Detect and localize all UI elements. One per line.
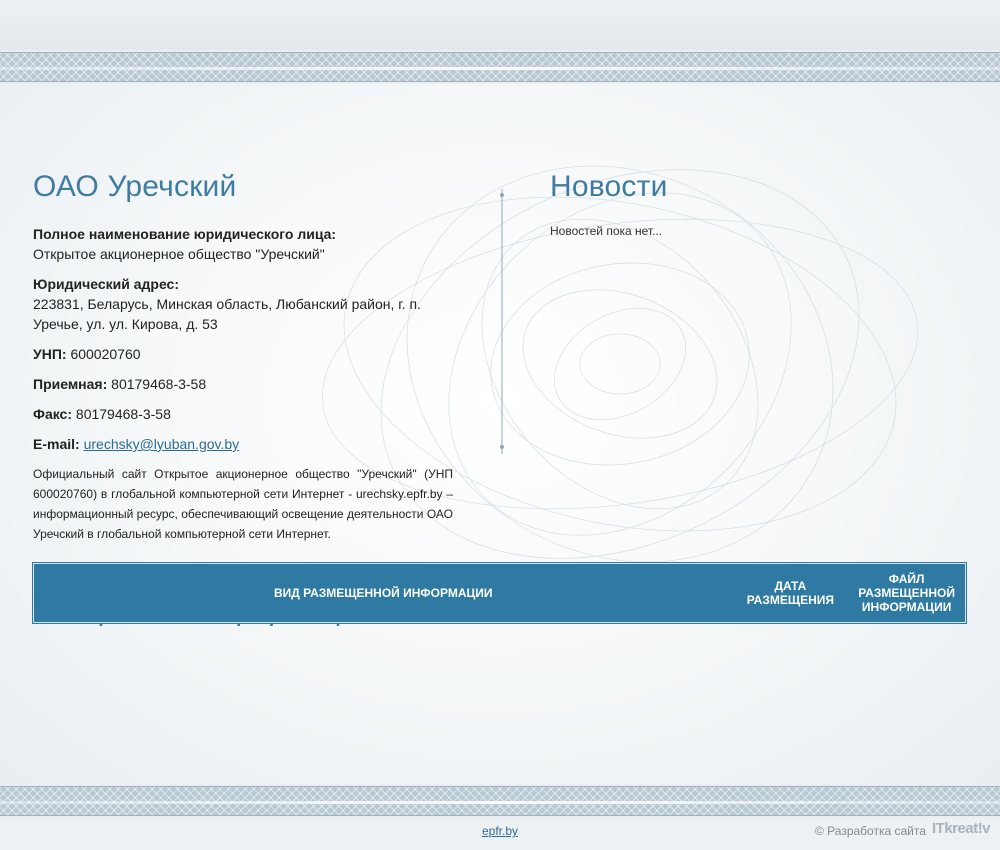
fax-block [33,404,453,424]
site-description: Официальный сайт Открытое акционерное общество "Уречский" (УНП 600020760) в глобальной компьютерной сети Интернет - urechsky.epfr.by – информационный ресурс, обеспечивающий освещение деятельности ОАО Уречский в глобальной компьютерной сети Интернет. [33,467,453,541]
news-empty-message: Новостей пока нет... [550,224,663,238]
footer [0,818,1000,850]
fullname-value: Открытое акционерное общество "Уречский" [33,246,325,262]
vertical-divider [500,189,504,454]
fullname-label: Полное наименование юридического лица: [33,226,337,242]
unp-label: УНП: [33,346,67,362]
company-title: ОАО Уречский [33,170,237,203]
news-title: Новости [550,170,668,203]
disclosure-table-header [33,563,966,623]
top-strip [0,0,1000,50]
header-ornament-band [0,50,1000,84]
main-content [0,84,1000,784]
footer-ornament-band [0,784,1000,818]
email-link[interactable]: urechsky@lyuban.gov.by [83,436,240,452]
email-block [33,434,453,454]
fax-label: Факс: [33,406,73,422]
fax-value: 80179468-3-58 [75,406,171,422]
unp-block [33,344,453,364]
reception-block [33,374,453,394]
reception-label: Приемная: [33,376,108,392]
email-label: E-mail: [33,436,80,452]
epfr-link[interactable]: epfr.by [482,824,519,838]
column-header-info-type: ВИД РАЗМЕЩЕННОЙ ИНФОРМАЦИИ [273,586,493,600]
company-info [33,224,453,554]
column-header-file: ФАЙЛ РАЗМЕЩЕННОЙ ИНФОРМАЦИИ [858,572,955,614]
unp-value: 600020760 [70,346,141,362]
column-header-date: ДАТА РАЗМЕЩЕНИЯ [746,579,835,607]
fullname-block [33,224,453,264]
reception-value: 80179468-3-58 [111,376,207,392]
address-block [33,274,453,334]
address-label: Юридический адрес: [33,276,179,292]
address-value: 223831, Беларусь, Минская область, Любанский район, г. п. Уречье, ул. ул. Кирова, д. 53 [33,296,421,332]
developer-credit: © Разработка сайта [815,824,926,838]
developer-logo[interactable]: ITkreat!v [932,820,991,837]
